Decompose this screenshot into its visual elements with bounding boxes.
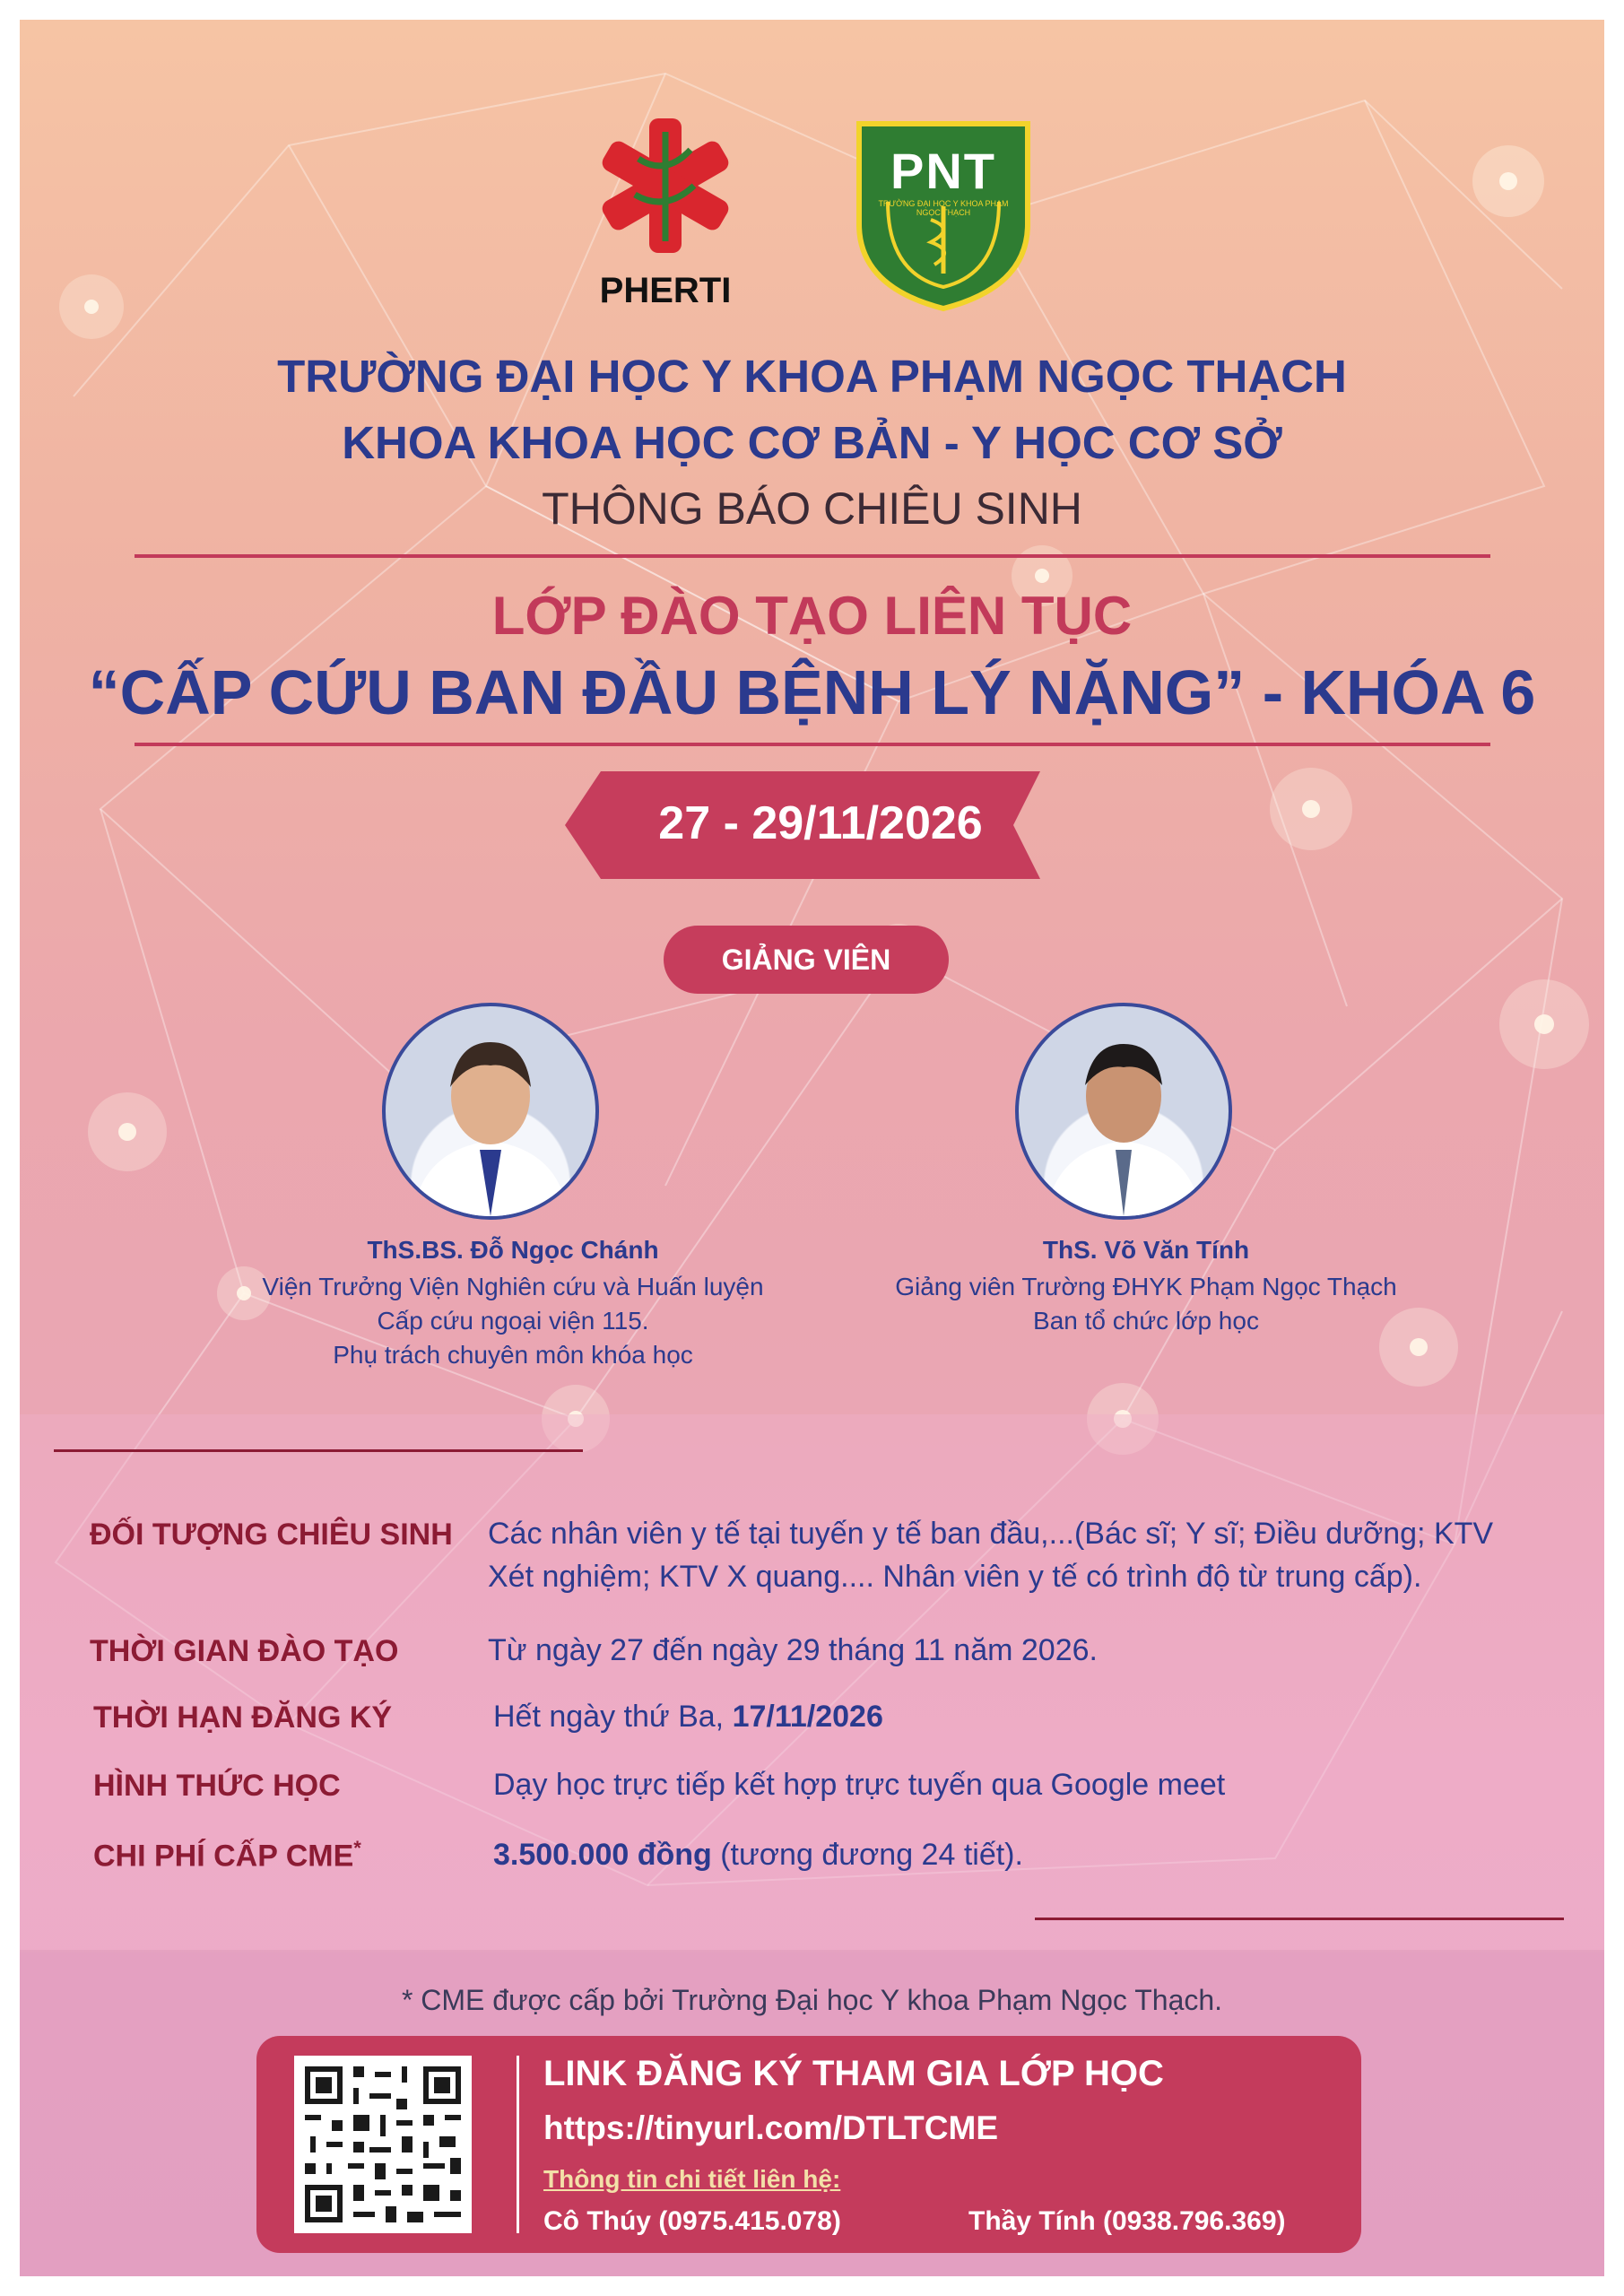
fee-label-text: CHI PHÍ CẤP CME — [93, 1839, 354, 1874]
deadline-label: THỜI HẠN ĐĂNG KÝ — [93, 1700, 393, 1735]
registration-title: LINK ĐĂNG KÝ THAM GIA LỚP HỌC — [543, 2054, 1164, 2093]
notice-title: THÔNG BÁO CHIÊU SINH — [542, 483, 1082, 534]
audience-label: ĐỐI TƯỢNG CHIÊU SINH — [90, 1518, 453, 1552]
info-top-rule — [54, 1449, 583, 1452]
registration-box — [256, 2036, 1361, 2253]
faculty-name: KHOA KHOA HỌC CƠ BẢN - Y HỌC CƠ SỞ — [342, 417, 1282, 468]
university-name: TRƯỜNG ĐẠI HỌC Y KHOA PHẠM NGỌC THẠCH — [277, 351, 1347, 402]
fee-value — [493, 1833, 1587, 1876]
person-icon — [386, 1006, 595, 1216]
lecturer-2-role: Ban tổ chức lớp học — [1033, 1307, 1259, 1335]
fee-note: (tương đương 24 tiết). — [711, 1838, 1023, 1872]
deadline-prefix: Hết ngày thứ Ba, — [493, 1700, 733, 1734]
lecturers-heading: GIẢNG VIÊN — [664, 926, 949, 994]
registration-link[interactable]: https://tinyurl.com/DTLTCME — [543, 2109, 998, 2146]
course-type: LỚP ĐÀO TẠO LIÊN TỤC — [491, 586, 1133, 646]
lecturer-1-avatar — [382, 1003, 599, 1220]
audience-line-2: Xét nghiệm; KTV X quang.... Nhân viên y tế có trình độ từ trung cấp). — [488, 1560, 1422, 1594]
audience-line-1: Các nhân viên y tế tại tuyến y tế ban đầu,...(Bác sĩ; Y sĩ; Điều dưỡng; KTV — [488, 1517, 1494, 1551]
training-time-value: Từ ngày 27 đến ngày 29 tháng 11 năm 2026. — [488, 1633, 1098, 1667]
format-value: Dạy học trực tiếp kết hợp trực tuyến qua Google meet — [493, 1768, 1226, 1802]
format-label: HÌNH THỨC HỌC — [93, 1769, 341, 1803]
lecturer-1-info — [154, 1236, 872, 1372]
audience-value — [488, 1512, 1582, 1598]
lecturer-2-avatar — [1015, 1003, 1232, 1220]
pherti-logo — [585, 109, 746, 316]
registration-divider — [517, 2056, 519, 2233]
deadline-value — [493, 1695, 1587, 1738]
lecturer-2-info — [787, 1236, 1505, 1338]
lecturer-1-org: Cấp cứu ngoại viện 115. — [377, 1307, 649, 1335]
qr-code[interactable] — [294, 2056, 472, 2233]
lecturer-2-title: Giảng viên Trường ĐHYK Phạm Ngọc Thạch — [895, 1273, 1397, 1300]
pnt-label: PNT — [890, 143, 996, 199]
course-dates: 27 - 29/11/2026 — [658, 797, 983, 849]
poster — [20, 20, 1604, 2276]
deadline-date: 17/11/2026 — [732, 1700, 883, 1734]
pnt-logo — [852, 117, 1035, 314]
pnt-ring-text: TRƯỜNG ĐẠI HỌC Y KHOA PHẠM NGỌC THẠCH — [878, 199, 1009, 217]
contact-heading: Thông tin chi tiết liên hệ: — [543, 2165, 841, 2193]
course-title: “CẤP CỨU BAN ĐẦU BỆNH LÝ NẶNG” - KHÓA 6 — [88, 657, 1536, 727]
top-divider — [135, 554, 1490, 558]
star-of-life-icon — [585, 109, 746, 262]
fee-amount: 3.500.000 đồng — [493, 1838, 712, 1872]
fee-label — [93, 1837, 361, 1874]
info-bottom-rule — [1035, 1918, 1564, 1920]
lecturer-1-role: Phụ trách chuyên môn khóa học — [333, 1341, 693, 1369]
cme-footnote: * CME được cấp bởi Trường Đại học Y khoa Phạm Ngọc Thạch. — [401, 1984, 1223, 2016]
fee-asterisk: * — [353, 1837, 361, 1859]
lecturer-2-name: ThS. Võ Văn Tính — [1042, 1236, 1250, 1264]
lecturer-1-name: ThS.BS. Đỗ Ngọc Chánh — [367, 1236, 659, 1264]
person-icon — [1019, 1006, 1229, 1216]
contact-1: Cô Thúy (0975.415.078) — [543, 2206, 841, 2236]
lecturer-1-title: Viện Trưởng Viện Nghiên cứu và Huấn luyện — [262, 1273, 764, 1300]
contact-2: Thầy Tính (0938.796.369) — [968, 2206, 1286, 2236]
pherti-label: PHERTI — [599, 271, 732, 310]
bottom-divider — [135, 743, 1490, 746]
training-time-label: THỜI GIAN ĐÀO TẠO — [90, 1634, 399, 1668]
qr-code-icon — [294, 2056, 472, 2233]
